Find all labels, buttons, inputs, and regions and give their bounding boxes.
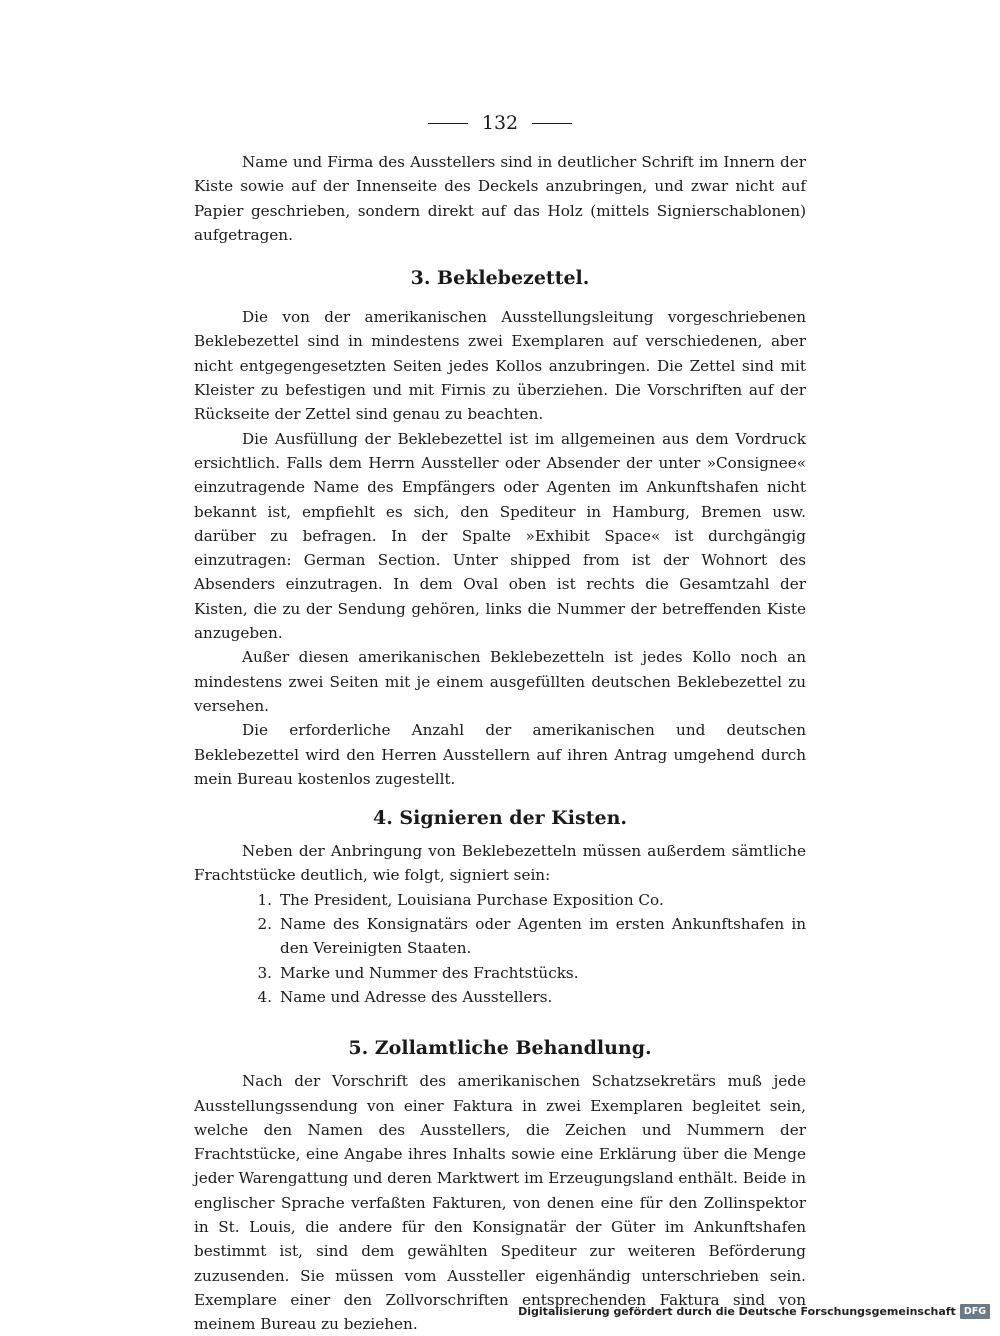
list-item-number: 2.	[257, 915, 272, 934]
section-4-paragraph: Neben der Anbringung von Beklebezetteln müssen außerdem sämtliche Frachtstücke deutlich, wie folgt, signiert sein:	[194, 842, 806, 885]
page-number: 132	[481, 112, 519, 134]
section-5-heading: 5. Zollamtliche Behandlung.	[348, 1037, 652, 1060]
section-3-paragraph-4: Die erforderliche Anzahl der amerikanischen und deutschen Beklebezettel wird den Herren Ausstellern auf ihren Antrag umgehend durch mein Bureau kostenlos zugestellt.	[194, 721, 806, 788]
digitization-footer	[518, 1304, 990, 1319]
page-header	[0, 112, 1000, 134]
marking-list	[194, 888, 806, 1009]
list-item-number: 3.	[257, 963, 272, 982]
list-item-text: Name und Adresse des Ausstellers.	[280, 987, 553, 1006]
list-item	[194, 912, 806, 961]
list-item	[194, 888, 806, 912]
section-3-heading: 3. Beklebezettel.	[410, 267, 590, 290]
section-5-paragraph: Nach der Vorschrift des amerikanischen Schatzsekretärs muß jede Ausstellungssendung von einer Faktura in zwei Exemplaren begleitet sein, welche den Namen des Ausstellers, die Zeichen und Nummern der Frachtstücke, eine Angabe ihres Inhalts sowie eine Erklärung über die Menge jeder Warengattung und deren Marktwert im Erzeugungsland enthält. Beide in englischer Sprache verfaßten Fakturen, von denen eine für den Zollinspektor in St. Louis, die andere für den Konsignatär der Güter im Ankunftshafen bestimmt ist, sind dem gewählten Spediteur zur weiteren Beförderung zuzusenden. Sie müssen vom Aussteller eigenhändig unterschrieben sein. Exemplare einer den Zollvorschriften entsprechenden Faktura sind von meinem Bureau zu beziehen.	[194, 1072, 806, 1334]
section-3-paragraph-2: Die Ausfüllung der Beklebezettel ist im allgemeinen aus dem Vordruck ersichtlich. Falls dem Herrn Aussteller oder Absender der unter »Consignee« einzutragende Name des Empfängers oder Agenten im Ankunftshafen nicht bekannt ist, empfiehlt es sich, den Spediteur in Hamburg, Bremen usw. darüber zu befragen. In der Spalte »Exhibit Space« ist durchgängig einzutragen: German Section. Unter shipped from ist der Wohnort des Absenders einzutragen. In dem Oval oben ist rechts die Gesamtzahl der Kisten, die zu der Sendung gehören, links die Nummer der betreffenden Kiste anzugeben.	[194, 429, 806, 643]
section-3-paragraph-1: Die von der amerikanischen Ausstellungsleitung vorgeschriebenen Beklebezettel sind in mindestens zwei Exemplaren auf verschiedenen, aber nicht entgegengesetzten Seiten jedes Kollos anzubringen. Die Zettel sind mit Kleister zu befestigen und mit Firnis zu überziehen. Die Vorschriften auf der Rückseite der Zettel sind genau zu beachten.	[194, 308, 806, 424]
list-item	[194, 985, 806, 1009]
list-item-number: 1.	[257, 890, 272, 909]
list-item-text: Name des Konsignatärs oder Agenten im ersten Ankunftshafen in den Vereinigten Staaten.	[280, 915, 806, 958]
section-3-paragraph-3: Außer diesen amerikanischen Beklebezetteln ist jedes Kollo noch an mindestens zwei Seiten mit je einem ausgefüllten deutschen Beklebezettel zu versehen.	[194, 648, 806, 715]
list-item-number: 4.	[257, 987, 272, 1006]
list-item-text: The President, Louisiana Purchase Exposition Co.	[280, 890, 664, 909]
page-body	[194, 150, 806, 1336]
dfg-logo: DFG	[960, 1304, 990, 1319]
intro-paragraph: Name und Firma des Ausstellers sind in deutlicher Schrift im Innern der Kiste sowie auf der Innenseite des Deckels anzubringen, und zwar nicht auf Papier geschrieben, sondern direkt auf das Holz (mittels Signierschablonen) aufgetragen.	[194, 153, 806, 244]
header-rule-right	[532, 123, 572, 124]
list-item-text: Marke und Nummer des Frachtstücks.	[280, 963, 579, 982]
section-4-heading: 4. Signieren der Kisten.	[372, 807, 628, 830]
footer-credit-text: Digitalisierung gefördert durch die Deutsche Forschungsgemeinschaft	[518, 1305, 956, 1318]
list-item	[194, 961, 806, 985]
header-rule-left	[428, 123, 468, 124]
